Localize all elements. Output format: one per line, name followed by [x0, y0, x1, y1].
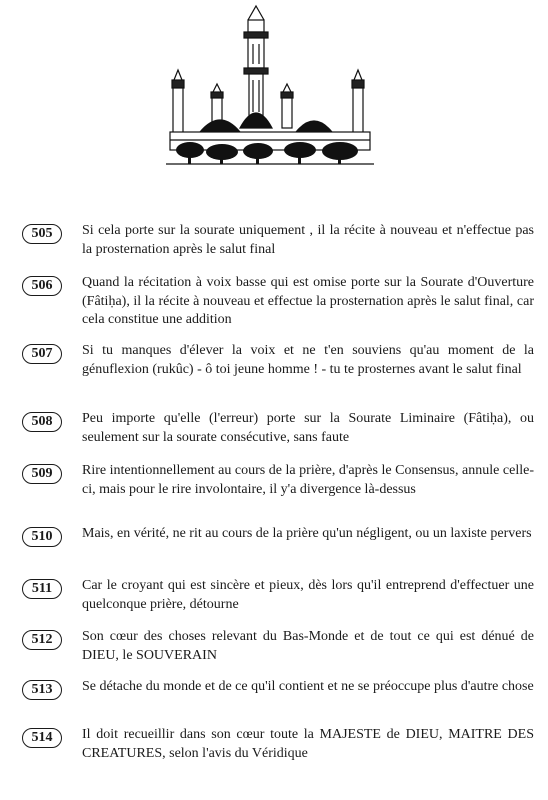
verse-text: Mais, en vérité, ne rit au cours de la prière qu'un négligent, ou un laxiste pervers	[82, 526, 532, 541]
verse-number-badge: 514	[22, 728, 62, 748]
verse-number-badge: 510	[22, 527, 62, 547]
verse-text: Se détache du monde et de ce qu'il contient et ne se préoccupe plus d'autre chose	[82, 679, 534, 694]
verse-text: Car le croyant qui est sincère et pieux, dès lors qu'il entreprend d'effectuer une quelconque prière, détourne	[82, 578, 534, 612]
verse-number-badge: 513	[22, 680, 62, 700]
verse-text: Si cela porte sur la sourate uniquement , il la récite à nouveau et n'effectue pas la prosternation après le salut final	[82, 223, 534, 257]
verse-number-badge: 508	[22, 412, 62, 432]
verse-number-badge: 509	[22, 464, 62, 484]
verse-number-badge: 507	[22, 344, 62, 364]
verse-number-badge: 506	[22, 276, 62, 296]
verse-text: Si tu manques d'élever la voix et ne t'en souviens qu'au moment de la génuflexion (rukûc) - ô toi jeune homme ! - tu te prosternes avant le salut final	[82, 343, 534, 377]
verse-number-badge: 512	[22, 630, 62, 650]
verse-number-badge: 511	[22, 579, 62, 599]
mosque-icon	[160, 0, 380, 170]
verse-text: Il doit recueillir dans son cœur toute la MAJESTE de DIEU, MAITRE DES CREATURES, selon l'avis du Véridique	[82, 727, 534, 761]
verse-text: Son cœur des choses relevant du Bas-Monde et de tout ce qui est dénué de DIEU, le SOUVERAIN	[82, 629, 534, 663]
verse-text: Rire intentionnellement au cours de la prière, d'après le Consensus, annule celle-ci, mais pour le rire involontaire, il y'a divergence là-dessus	[82, 463, 534, 497]
verse-text: Peu importe qu'elle (l'erreur) porte sur la Sourate Liminaire (Fâtiḥa), ou seulement sur la sourate consécutive, sans faute	[82, 411, 534, 445]
verse-number-badge: 505	[22, 224, 62, 244]
verse-text: Quand la récitation à voix basse qui est omise porte sur la Sourate d'Ouverture (Fâtiḥa), il la récite à nouveau et effectue la prosternation après le salut final, car cela constitue une addition	[82, 275, 534, 327]
